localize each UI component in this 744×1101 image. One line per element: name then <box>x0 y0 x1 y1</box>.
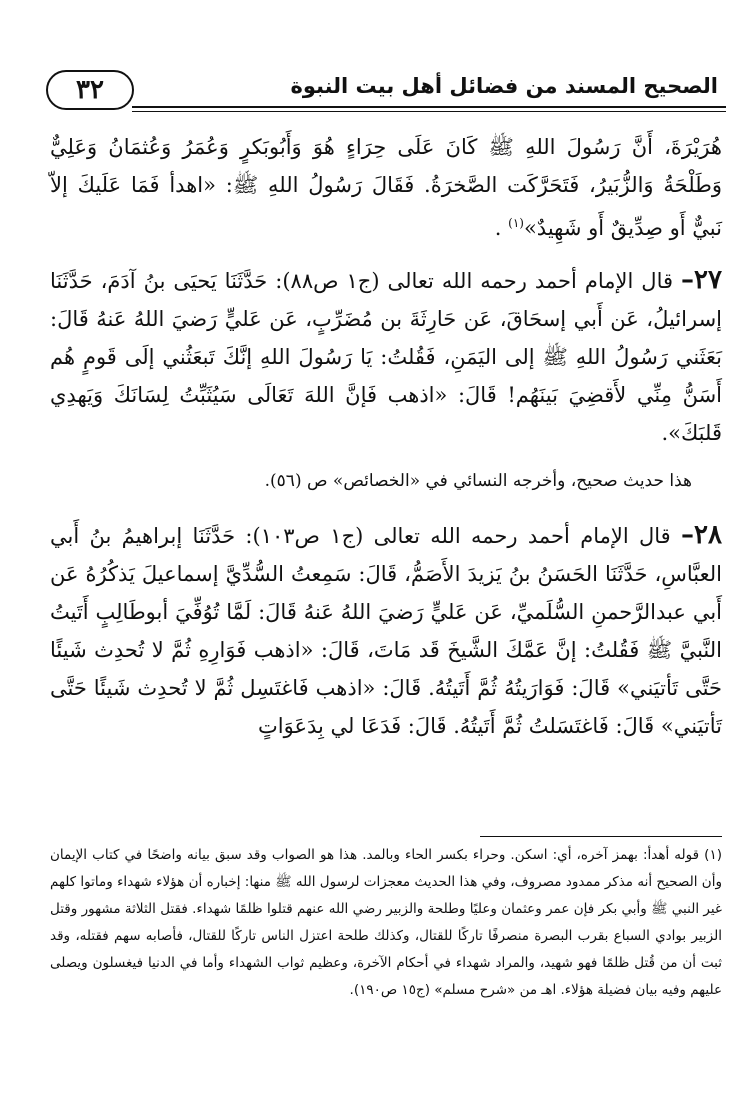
header-rule <box>132 106 726 108</box>
hadith-27-number: ٢٧– <box>681 265 722 295</box>
footnote-reference: (١) <box>508 216 524 230</box>
hadith-27-text: قال الإمام أحمد رحمه الله تعالى (ج١ ص٨٨): حَدَّثَنَا يَحيَى بنُ آدَمَ، حَدَّثَنَا إسرائيلُ، عَن أَبي إسحَاقَ، عَن حَارِثَةَ بن مُضَرِّبٍ، عَن عَليٍّ رَضيَ اللهُ عَنهُ قَالَ: بَعَثَني رَسُولُ اللهِ ﷺ إلى اليَمَنِ، فَقُلتُ: يَا رَسُولَ اللهِ إنَّكَ تَبعَثُني إلَى قَومٍ هُم أَسَنُّ مِنِّي لأَقضِيَ بَينَهُم! قَالَ: «اذهب فَإنَّ اللهَ تَعَالَى سَيُثَبِّتُ لِسَانَكَ وَيَهدِي قَلبَكَ». <box>50 269 722 445</box>
opening-text: هُرَيْرَةَ، أَنَّ رَسُولَ اللهِ ﷺ كَانَ عَلَى حِرَاءٍ هُوَ وَأَبُوبَكرٍ وَعُمَرُ وَعُثمَانُ وَعَلِيٌّ وَطَلْحَةُ وَالزُّبَيرُ، فَتَحَرَّكَت الصَّخرَةُ. فَقَالَ رَسُولُ اللهِ ﷺ: «اهدأ فَمَا عَلَيكَ إلاّ نَبيٌّ أَو صِدِّيقٌ أَو شَهِيدٌ» <box>50 135 722 240</box>
book-title: الصحيح المسند من فضائل أهل بيت النبوة <box>290 74 718 98</box>
hadith-28 <box>50 516 722 745</box>
main-text <box>50 128 722 759</box>
footnote-text: قوله أهدأ: بهمز آخره، أي: اسكن. وحراء بكسر الحاء وبالمد. هذا هو الصواب وقد سبق بيانه واضحًا في كتاب الإيمان وأن الصحيح أنه مذكر ممدود مصروف، وفي هذا الحديث معجزات لرسول الله ﷺ منها: إخباره أن هؤلاء شهداء وماتوا كلهم غير النبي ﷺ وأبي بكر فإن عمر وعثمان وعليًا وطلحة والزبير رضي الله عنهم قتلوا ظلمًا شهداء. فقتل الثلاثة مشهور وقتل الزبير بوادي السباع بقرب البصرة منصرفًا تاركًا للقتال، وكذلك طلحة اعتزل الناس تاركًا للقتال، فأصابه سهم فقتله، وقد ثبت أن من قُتل ظلمًا فهو شهيد، والمراد شهداء في أحكام الآخرة، وعظيم ثواب الشهداء وأما في الدنيا فيغسلون ويصلى عليهم وفيه بيان فضيلة هؤلاء. اهـ من «شرح مسلم» (ج١٥ ص١٩٠). <box>50 847 722 998</box>
page-number: ٣٢ <box>46 70 134 110</box>
hadith-27 <box>50 261 722 452</box>
hadith-28-text: قال الإمام أحمد رحمه الله تعالى (ج١ ص١٠٣): حَدَّثَنَا إبراهيمُ بنُ أَبي العبَّاسِ، حَدَّثَنَا الحَسَنُ بنُ يَزيدَ الأَصَمُّ، قَالَ: سَمِعتُ السُّدِّيَّ إسماعيلَ يَذكُرُهُ عَن أَبي عبدالرَّحمنِ السُّلَميِّ، عَن عَليٍّ رَضيَ اللهُ عَنهُ قَالَ: لَمَّا تُوُفِّيَ أبوطَالِبٍ أَتَيتُ النَّبيَّ ﷺ فَقُلتُ: إنَّ عَمَّكَ الشَّيخَ قَد مَاتَ، قَالَ: «اذهب فَوَارِهِ ثُمَّ لا تُحدِث شَيئًا حَتَّى تَأتيَني» قَالَ: فَوَارَيتُهُ ثُمَّ أَتَيتُهُ. قَالَ: «اذهب فَاغتَسِل ثُمَّ لا تُحدِث شَيئًا حَتَّى تَأتيَني» قَالَ: فَاغتَسَلتُ ثُمَّ أَتَيتُهُ. قَالَ: فَدَعَا لي بِدَعَوَاتٍ <box>50 524 722 738</box>
header-rule-thin <box>132 111 726 112</box>
footnote <box>50 842 722 1004</box>
footnote-marker: (١) <box>704 847 722 863</box>
page-header <box>46 70 726 120</box>
opening-paragraph: هُرَيْرَةَ، أَنَّ رَسُولَ اللهِ ﷺ كَانَ عَلَى حِرَاءٍ هُوَ وَأَبُوبَكرٍ وَعُمَرُ وَعُثمَانُ وَعَلِيٌّ وَطَلْحَةُ وَالزُّبَيرُ، فَتَحَرَّكَت الصَّخرَةُ. فَقَالَ رَسُولُ اللهِ ﷺ: «اهدأ فَمَا عَلَيكَ إلاّ نَبيٌّ أَو صِدِّيقٌ أَو شَهِيدٌ»$^{(١)}$ . <box>50 135 722 240</box>
footnote-separator <box>480 836 722 837</box>
hadith-28-number: ٢٨– <box>681 520 722 550</box>
hadith-27-grading: هذا حديث صحيح، وأخرجه النسائي في «الخصائص» ص (٥٦). <box>264 471 692 491</box>
